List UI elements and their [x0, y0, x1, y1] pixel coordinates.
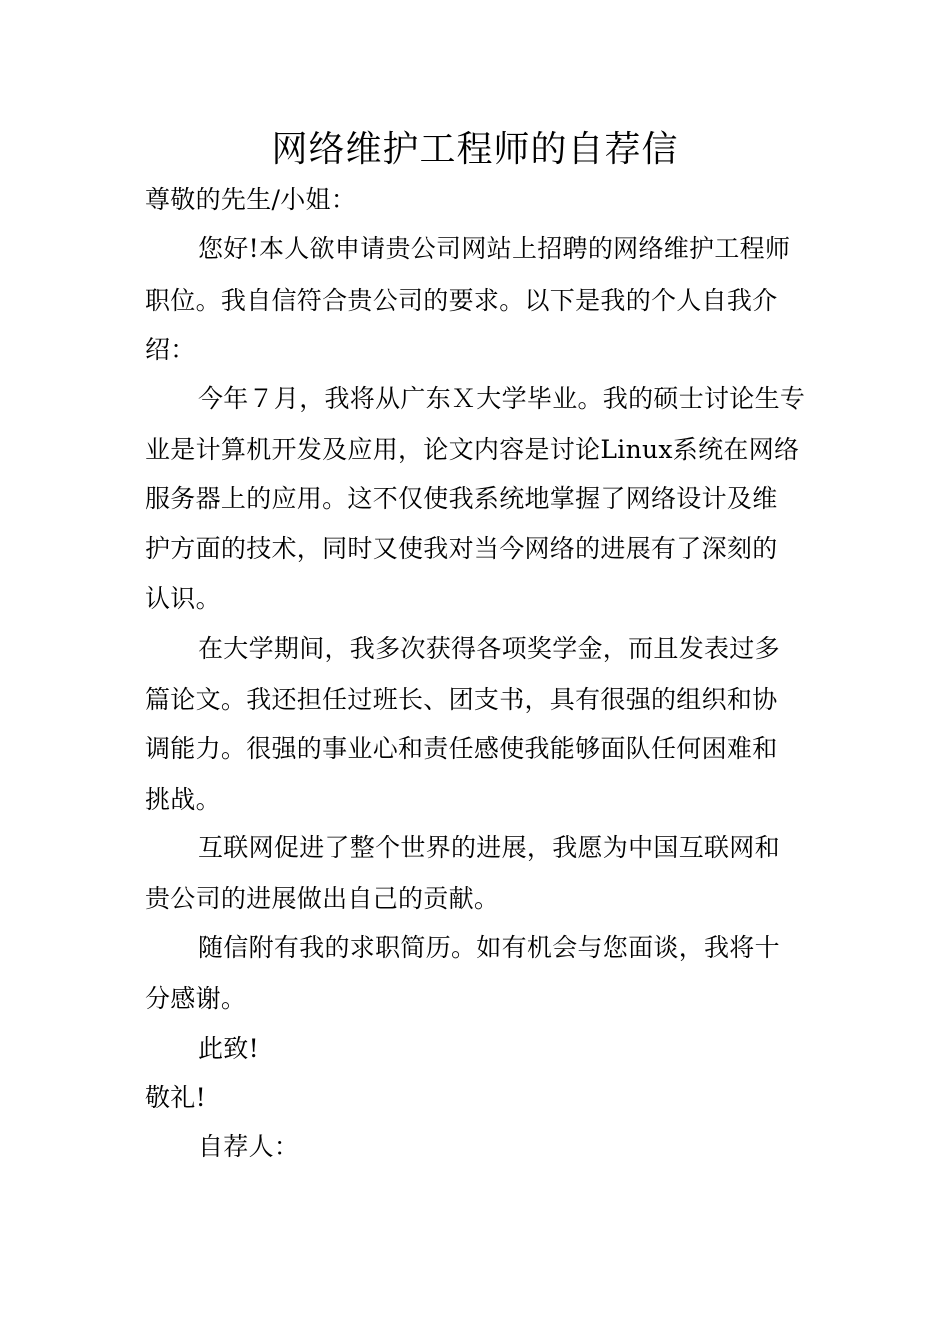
- salutation: 尊敬的先生/小姐：: [145, 185, 357, 214]
- paragraph-2-line-1: 今年７月，我将从广东Ｘ大学毕业。我的硕士讨论生专: [198, 384, 806, 413]
- paragraph-3-line-1: 在大学期间，我多次获得各项奖学金，而且发表过多: [198, 634, 780, 663]
- paragraph-1-line-2: 职位。我自信符合贵公司的要求。以下是我的个人自我介: [145, 286, 778, 315]
- paragraph-4-line-2: 贵公司的进展做出自己的贡献。: [145, 884, 500, 913]
- paragraph-5-line-1: 随信附有我的求职简历。如有机会与您面谈，我将十: [198, 933, 780, 962]
- paragraph-4-line-1: 互联网促进了整个世界的进展，我愿为中国互联网和: [198, 833, 780, 862]
- paragraph-1-line-1: 您好!本人欲申请贵公司网站上招聘的网络维护工程师: [198, 234, 791, 263]
- paragraph-2-line-5: 认识。: [145, 584, 221, 613]
- paragraph-2-line-2: 业是计算机开发及应用，论文内容是讨论Linux系统在网络: [145, 435, 800, 464]
- paragraph-3-line-3: 调能力。很强的事业心和责任感使我能够面队任何困难和: [145, 734, 778, 763]
- paragraph-2-line-3: 服务器上的应用。这不仅使我系统地掌握了网络设计及维: [145, 484, 778, 513]
- document-title: 网络维护工程师的自荐信: [271, 129, 679, 170]
- paragraph-2-line-4: 护方面的技术，同时又使我对当今网络的进展有了深刻的: [145, 534, 778, 563]
- closing-cizhi: 此致!: [198, 1034, 259, 1063]
- paragraph-3-line-2: 篇论文。我还担任过班长、团支书，具有很强的组织和协: [145, 685, 778, 714]
- paragraph-5-line-2: 分感谢。: [145, 984, 247, 1013]
- paragraph-1-line-3: 绍：: [145, 335, 196, 364]
- paragraph-3-line-4: 挑战。: [145, 785, 221, 814]
- closing-jingli: 敬礼!: [145, 1083, 206, 1112]
- signature-label: 自荐人：: [198, 1132, 300, 1161]
